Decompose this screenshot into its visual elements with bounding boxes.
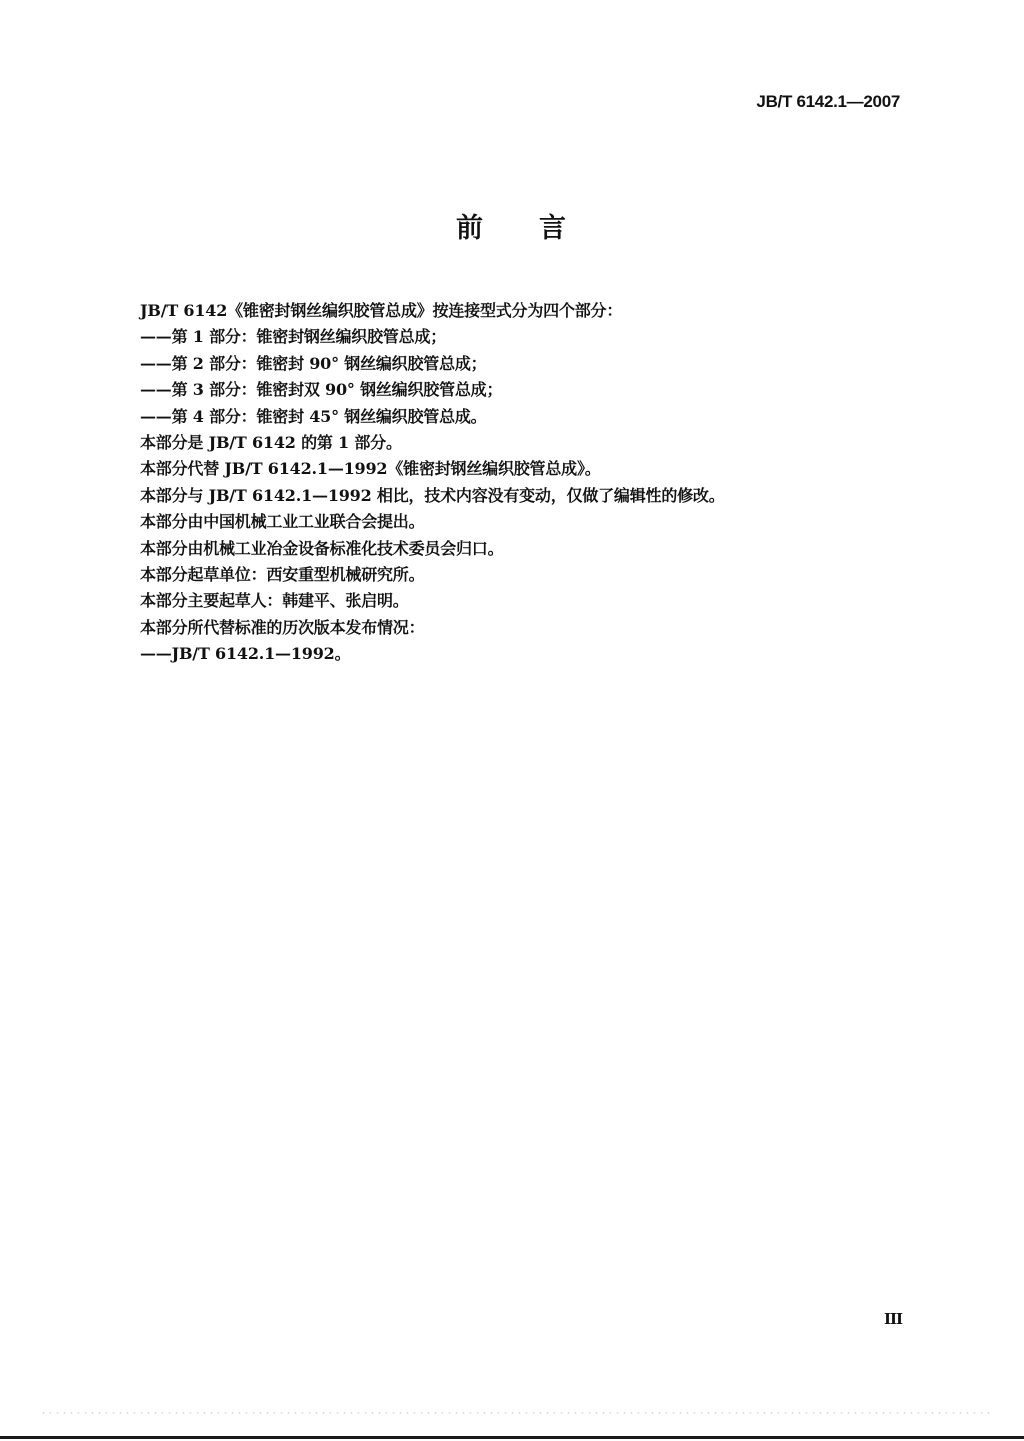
scan-noise-strip (40, 1410, 990, 1416)
title-char-1: 前 (456, 213, 485, 244)
foreword-line: 本部分主要起草人：韩建平、张启明。 (140, 591, 409, 611)
foreword-line: 本部分起草单位：西安重型机械研究所。 (140, 564, 425, 584)
foreword-line: JB/T 6142《锥密封钢丝编织胶管总成》按连接型式分为四个部分： (140, 301, 623, 320)
foreword-line: 本部分代替 JB/T 6142.1—1992《锥密封钢丝编织胶管总成》。 (140, 459, 601, 479)
foreword-line: 本部分与 JB/T 6142.1—1992 相比，技术内容没有变动，仅做了编辑性的修改。 (140, 485, 725, 505)
foreword-line: 本部分所代替标准的历次版本发布情况： (140, 617, 425, 637)
foreword-line: 本部分是 JB/T 6142 的第 1 部分。 (140, 432, 402, 452)
foreword-line: 本部分由机械工业冶金设备标准化技术委员会归口。 (140, 538, 504, 558)
foreword-line: ——第 4 部分：锥密封 45° 钢丝编织胶管总成。 (140, 406, 487, 426)
foreword-line: ——第 2 部分：锥密封 90° 钢丝编织胶管总成； (140, 353, 487, 373)
title-char-2: 言 (539, 213, 568, 244)
foreword-line: ——第 1 部分：锥密封钢丝编织胶管总成； (140, 327, 447, 347)
foreword-body (140, 298, 900, 667)
foreword-line: 本部分由中国机械工业工业联合会提出。 (140, 512, 425, 532)
foreword-line: ——第 3 部分：锥密封双 90° 钢丝编织胶管总成； (140, 380, 503, 400)
page-number: III (883, 1310, 902, 1328)
bottom-edge-rule (0, 1436, 1024, 1439)
page-title (0, 206, 1024, 245)
foreword-line: ——JB/T 6142.1—1992。 (140, 644, 351, 664)
standard-code: JB/T 6142.1—2007 (756, 92, 900, 111)
